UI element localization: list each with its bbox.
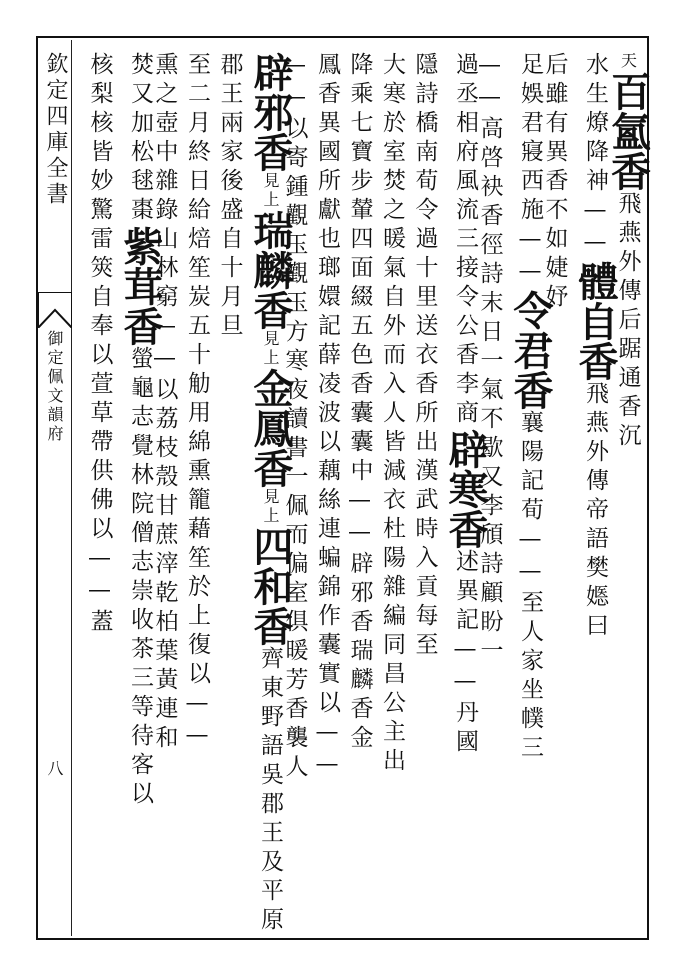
text-segment: 見上 xyxy=(261,330,280,368)
heading-character: 香 xyxy=(442,509,489,549)
text-segment: ——高啓袂香徑詩末 xyxy=(476,52,503,319)
text-segment: 大寒於室焚之暖氣自外而入人皆減衣杜陽雜編同昌公主出 xyxy=(379,52,405,777)
text-segment: 見上 xyxy=(261,488,280,526)
text-segment: 襄陽記荀——至人家坐幞三 xyxy=(517,410,543,764)
heading-character: 香 xyxy=(247,132,294,172)
text-segment: 核梨核皆妙 xyxy=(86,52,113,197)
heading-character: 邪 xyxy=(247,92,294,132)
heading-character: 辟 xyxy=(247,52,294,92)
text-column xyxy=(88,52,111,638)
heading-character: 香 xyxy=(572,341,619,381)
text-segment: 隱詩橋南荀令過十里送衣香 xyxy=(411,52,438,400)
heading-character: 香 xyxy=(247,290,294,330)
text-segment: 足娛君寢西施—— xyxy=(517,52,543,290)
text-segment: 齊東野語吳郡王及平原 xyxy=(257,646,283,936)
heading-character: 香 xyxy=(117,306,164,346)
heading-character: 香 xyxy=(247,606,294,646)
text-column xyxy=(185,52,208,754)
heading-character: 香 xyxy=(604,151,652,191)
text-column xyxy=(315,52,338,783)
text-segment: 郡王兩家後盛自十月旦 xyxy=(216,52,243,342)
text-segment: 降乘七寶步輦四面綴五色香囊囊中——辟邪香瑞麟香金 xyxy=(346,52,373,754)
heading-character: 和 xyxy=(247,566,294,606)
text-segment: 熏之壺中雜錄山林窮——以荔枝殼甘蔗滓乾柏葉黃連和 xyxy=(151,52,178,754)
text-segment: 述異記——丹國 xyxy=(452,549,478,758)
heading-character: 茸 xyxy=(117,266,164,306)
text-column xyxy=(117,52,164,810)
text-segment: 飛燕外傳帝語樊嫕曰 xyxy=(582,381,608,642)
heading-character: 百 xyxy=(604,71,652,111)
margin-page-number: 八 xyxy=(45,760,64,776)
text-segment: 水生燎降神—— xyxy=(582,52,608,261)
heading-character: 麟 xyxy=(247,250,294,290)
text-column xyxy=(247,52,294,936)
heading-character: 鳳 xyxy=(247,408,294,448)
text-column xyxy=(572,52,619,642)
heading-character: 寒 xyxy=(442,469,489,509)
text-segment: 至二月終日給焙笙炭五十觔用綿熏籠藉笙於上復以—— xyxy=(184,52,210,754)
text-segment: 所出漢武時入貢每至 xyxy=(411,400,438,661)
text-column xyxy=(380,52,403,777)
heading-character: 令 xyxy=(507,290,554,330)
text-column xyxy=(413,52,436,661)
text-segment: 鳳香異國所獻也瑯嬛記薛凌波以藕絲連蝙錦作囊實以—— xyxy=(314,52,340,783)
text-segment: 驚雷筴自奉以萱草帶供佛以——蓋 xyxy=(86,197,113,638)
text-segment: 過丞相府風流三接令公香李商 xyxy=(452,52,478,429)
text-column xyxy=(348,52,371,754)
heading-character: 瑞 xyxy=(247,210,294,250)
text-segment: 焚又加松毬棗 xyxy=(127,52,153,226)
text-column xyxy=(218,52,241,342)
heading-character: 香 xyxy=(507,370,554,410)
margin-subtitle: 御定佩文韻府 xyxy=(45,330,64,444)
text-segment: 后雖有異香不如婕妤 xyxy=(541,52,568,313)
margin-title: 欽定四庫全書 xyxy=(43,52,68,208)
text-segment: ——以寄鍾觀玉觀玉方寒夜讀書一佩而偏室俱暖芳香襲人 xyxy=(281,52,308,783)
text-column xyxy=(442,52,489,758)
fold-mark-icon xyxy=(38,292,72,328)
heading-character: 自 xyxy=(572,301,619,341)
text-segment: 日一氣不歇又李頎詩顧盼一 xyxy=(476,319,503,667)
text-segment: 天 xyxy=(618,52,638,71)
heading-character: 體 xyxy=(572,261,619,301)
heading-character: 紫 xyxy=(117,226,164,266)
heading-character: 氳 xyxy=(604,111,652,151)
heading-character: 君 xyxy=(507,330,554,370)
text-segment: 見上 xyxy=(261,172,280,210)
text-segment: 飛燕外傳后踞通香沉 xyxy=(614,191,641,452)
heading-character: 香 xyxy=(247,448,294,488)
heading-character: 辟 xyxy=(442,429,489,469)
heading-character: 金 xyxy=(247,368,294,408)
heading-character: 四 xyxy=(247,526,294,566)
text-column xyxy=(507,52,554,764)
text-segment: 螢龜志覺林院僧志崇收茶三等待客以 xyxy=(127,346,153,810)
